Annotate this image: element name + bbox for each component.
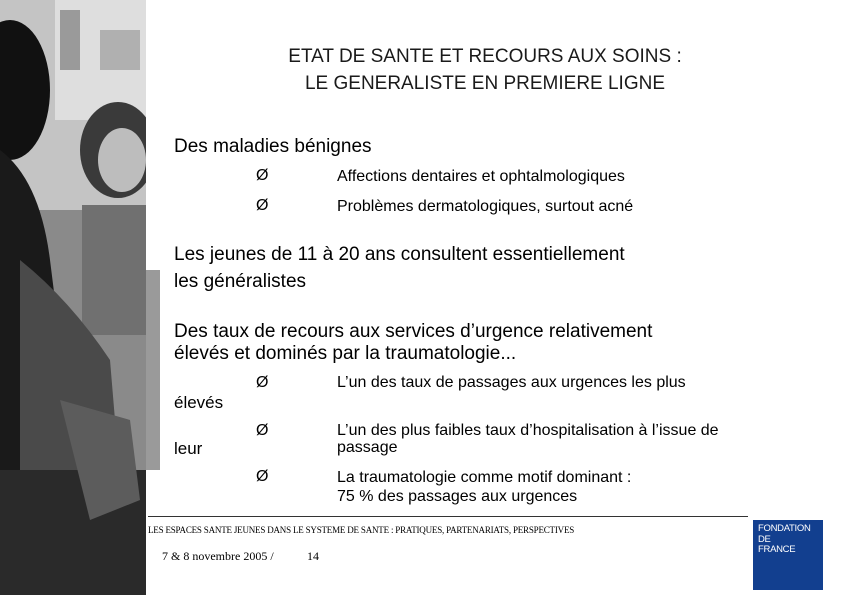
- bullet-item: La traumatologie comme motif dominant :: [337, 469, 632, 486]
- bullet-item: L’un des plus faibles taux d’hospitalisation à l’issue de: [337, 422, 719, 439]
- logo-line: DE: [758, 533, 771, 545]
- bullet-arrow-icon: Ø: [256, 468, 269, 485]
- section-heading-emergency-line-2: élevés et dominés par la traumatologie...: [174, 343, 517, 364]
- bullet-arrow-icon: Ø: [256, 197, 269, 214]
- bullet-item: Affections dentaires et ophtalmologiques: [337, 168, 625, 185]
- bullet-item: Problèmes dermatologiques, surtout acné: [337, 198, 634, 215]
- section-heading-benign: Des maladies bénignes: [174, 136, 372, 157]
- bullet-item-continued: 75 % des passages aux urgences: [337, 488, 578, 505]
- footer-date: 7 & 8 novembre 2005 /: [162, 549, 274, 563]
- side-word: leur: [174, 439, 203, 458]
- photo-edge-icon: [146, 150, 176, 510]
- slide-title: [200, 43, 770, 97]
- photo-people-consultation-icon: [0, 0, 146, 595]
- photo-extension: [146, 150, 176, 510]
- section-heading-youth-line-2: les généralistes: [174, 271, 307, 292]
- bullet-item-continued: passage: [337, 439, 398, 456]
- section-heading-emergency-line-1: Des taux de recours aux services d’urgence relativement: [174, 321, 653, 342]
- footer-divider: [148, 516, 748, 517]
- section-heading-youth-line-1: Les jeunes de 11 à 20 ans consultent essentiellement: [174, 244, 625, 265]
- bullet-item: L’un des taux de passages aux urgences les plus: [337, 374, 686, 391]
- page-number: 14: [307, 549, 319, 563]
- bullet-arrow-icon: Ø: [256, 422, 269, 439]
- bullet-arrow-icon: Ø: [256, 374, 269, 391]
- footer-caption: LES ESPACES SANTE JEUNES DANS LE SYSTEME DE SANTE : PRATIQUES, PARTENARIATS, PERSPECTIVES: [148, 525, 575, 535]
- side-word: élevés: [174, 393, 224, 412]
- title-line-2: LE GENERALISTE EN PREMIERE LIGNE: [304, 73, 666, 94]
- logo-line: FRANCE: [758, 544, 796, 555]
- title-line-1: ETAT DE SANTE ET RECOURS AUX SOINS :: [288, 46, 682, 67]
- logo-line: FONDATION: [758, 523, 811, 534]
- fondation-de-france-logo: [753, 520, 823, 590]
- bullet-arrow-icon: Ø: [256, 167, 269, 184]
- consultation-photo: [0, 0, 146, 595]
